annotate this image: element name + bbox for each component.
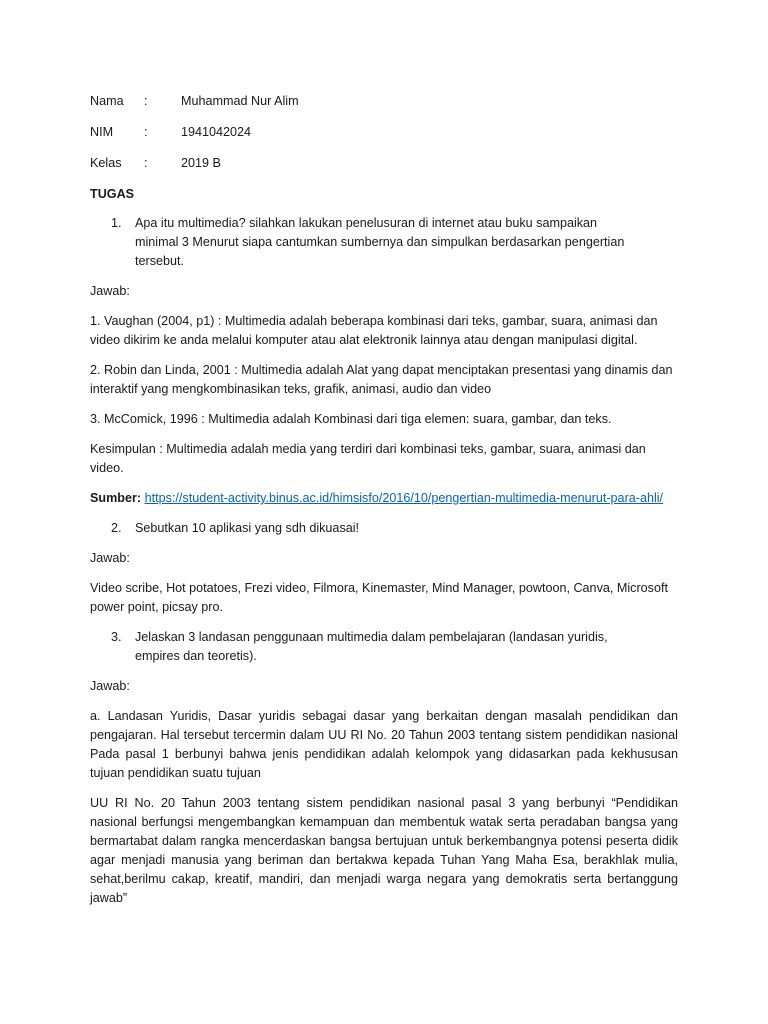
tugas-heading: TUGAS xyxy=(90,187,135,201)
question-1-number: 1. xyxy=(111,216,122,230)
name-label: Nama xyxy=(90,94,124,108)
question-2 xyxy=(90,519,678,538)
sumber-paragraph xyxy=(90,489,678,508)
question-3-text: Jelaskan 3 landasan penggunaan multimedia dalam pembelajaran (landasan yuridis, empires dan teoretis). xyxy=(135,630,608,663)
question-2-text: Sebutkan 10 aplikasi yang sdh dikuasai! xyxy=(135,521,360,535)
kelas-separator: : xyxy=(144,156,148,170)
kelas-row xyxy=(90,154,678,173)
kelas-label: Kelas xyxy=(90,156,122,170)
question-3 xyxy=(90,628,678,666)
answer-1-kesimpulan: Kesimpulan : Multimedia adalah media yang terdiri dari kombinasi teks, gambar, suara, animasi dan video. xyxy=(90,442,646,475)
answer-3-landasan-yuridis: a. Landasan Yuridis, Dasar yuridis sebagai dasar yang berkaitan dengan masalah pendidikan dan pengajaran. Hal tersebut tercermin dalam UU RI No. 20 Tahun 2003 tentang sistem pendidikan nasional Pada pasal 1 berbunyi bahwa jenis pendidikan adalah kelompok yang didasarkan pada kekhususan tujuan pendidikan suatu tujuan xyxy=(90,709,678,780)
question-1 xyxy=(90,214,678,271)
document-body xyxy=(90,92,678,919)
jawab-1-label: Jawab: xyxy=(90,284,130,298)
jawab-3-label: Jawab: xyxy=(90,679,130,693)
question-3-number: 3. xyxy=(111,630,122,644)
question-2-number: 2. xyxy=(111,521,122,535)
name-row xyxy=(90,92,678,111)
nim-row xyxy=(90,123,678,142)
answer-3-uu-pasal-3: UU RI No. 20 Tahun 2003 tentang sistem pendidikan nasional pasal 3 yang berbunyi “Pendidikan nasional berfungsi mengembangkan kemampuan dan membentuk watak serta peradaban bangsa yang bermartabat dalam rangka mencerdaskan bangsa bertujuan untuk berkembangnya potensi peserta didik agar menjadi manusia yang beriman dan bertakwa kepada Tuhan Yang Maha Esa, berakhlak mulia, sehat,berilmu cakap, kreatif, mandiri, dan menjadi warga negara yang demokratis serta bertanggung jawab” xyxy=(90,796,678,905)
question-1-text: Apa itu multimedia? silahkan lakukan penelusuran di internet atau buku sampaikan minimal 3 Menurut siapa cantumkan sumbernya dan simpulkan berdasarkan pengertian tersebut. xyxy=(135,216,625,268)
nim-value: 1941042024 xyxy=(181,125,252,139)
answer-1-mccomick: 3. McComick, 1996 : Multimedia adalah Kombinasi dari tiga elemen: suara, gambar, dan teks. xyxy=(90,412,612,426)
name-value: Muhammad Nur Alim xyxy=(181,94,299,108)
jawab-2-label: Jawab: xyxy=(90,551,130,565)
sumber-label: Sumber: xyxy=(90,491,142,505)
nim-separator: : xyxy=(144,125,148,139)
sumber-link[interactable]: https://student-activity.binus.ac.id/himsisfo/2016/10/pengertian-multimedia-menurut-para-ahli/ xyxy=(144,491,664,505)
answer-2-apps: Video scribe, Hot potatoes, Frezi video, Filmora, Kinemaster, Mind Manager, powtoon, Canva, Microsoft power point, picsay pro. xyxy=(90,581,668,614)
nim-label: NIM xyxy=(90,125,114,139)
kelas-value: 2019 B xyxy=(181,156,221,170)
answer-1-vaughan: 1. Vaughan (2004, p1) : Multimedia adalah beberapa kombinasi dari teks, gambar, suara, animasi dan video dikirim ke anda melalui komputer atau alat elektronik lainnya atau dengan manipulasi digital. xyxy=(90,314,658,347)
answer-1-robin-linda: 2. Robin dan Linda, 2001 : Multimedia adalah Alat yang dapat menciptakan presentasi yang dinamis dan interaktif yang mengkombinasikan teks, grafik, animasi, audio dan video xyxy=(90,363,673,396)
name-separator: : xyxy=(144,94,148,108)
